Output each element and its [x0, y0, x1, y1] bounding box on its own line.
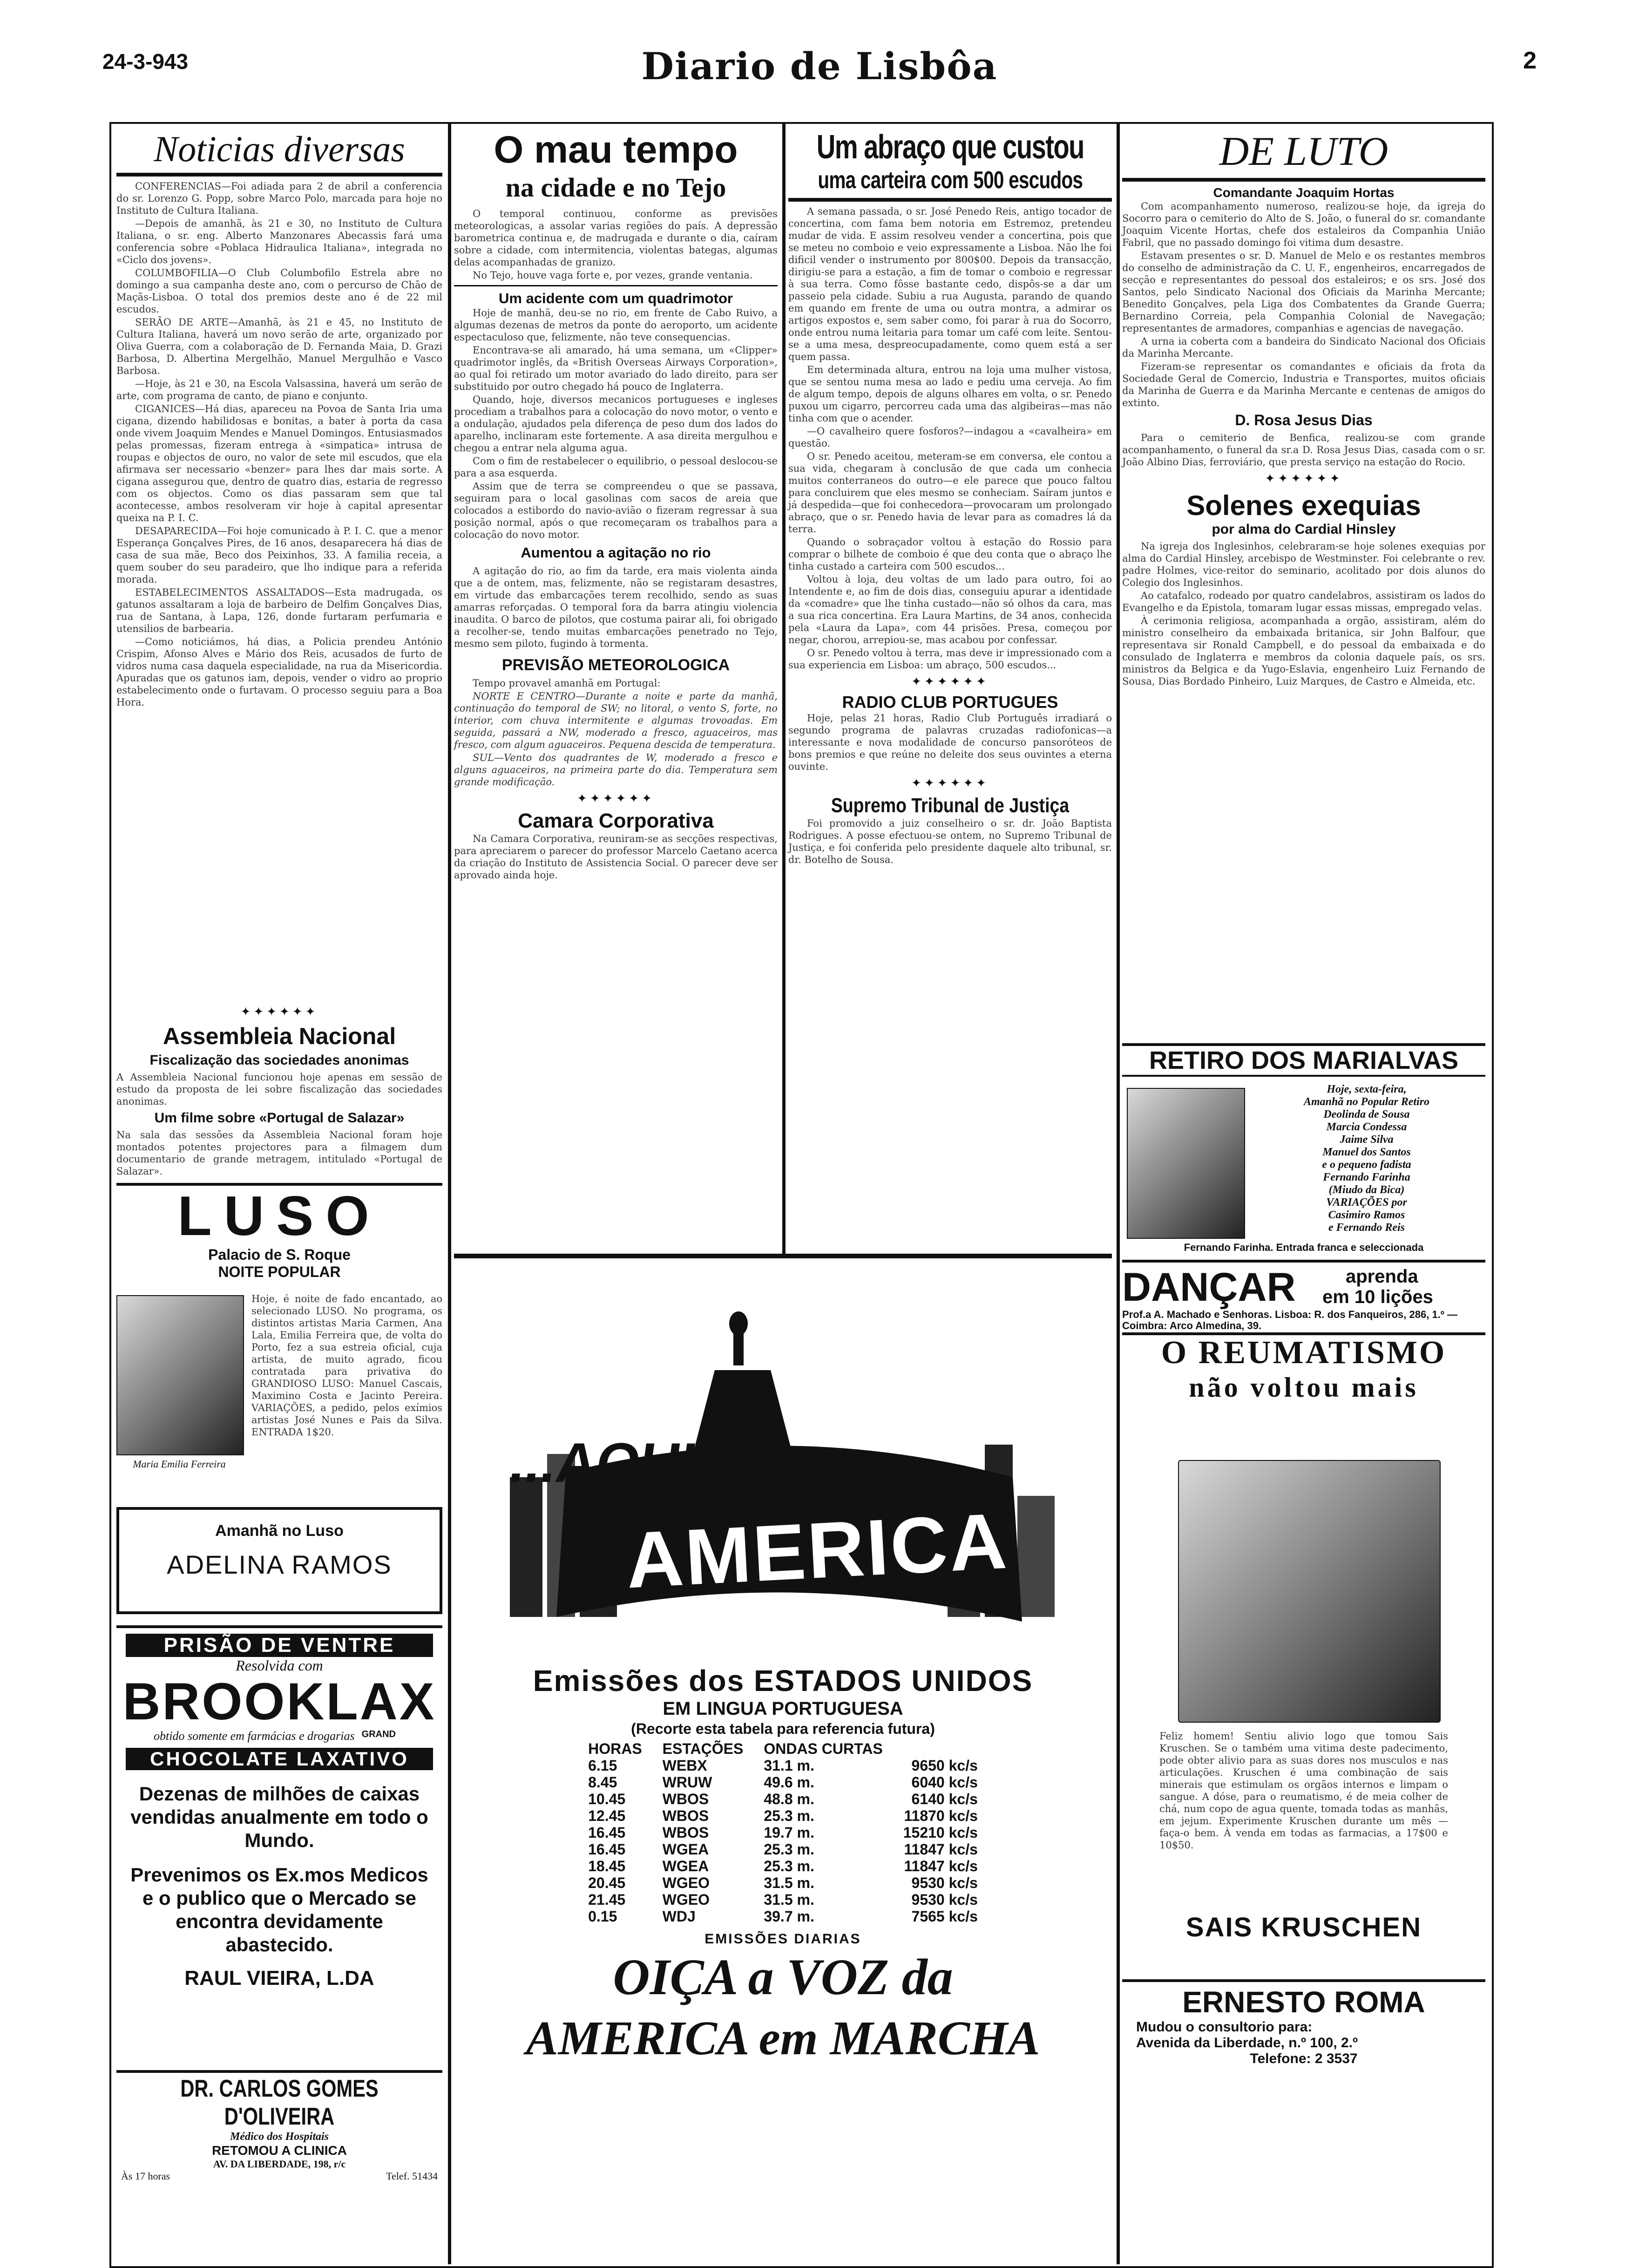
- doctor-footer: [116, 2170, 442, 2182]
- lineup-line: Casimiro Ramos: [1328, 1209, 1405, 1221]
- cell-freq: 9650 kc/s: [911, 1757, 978, 1774]
- roma-line2: Avenida da Liberdade, n.º 100, 2.º: [1136, 2035, 1358, 2051]
- doctor-phone: Telef. 51434: [386, 2170, 438, 2182]
- table-row: [578, 1791, 988, 1807]
- header-estacoes: ESTAÇÕES: [662, 1740, 744, 1757]
- cell-estacao: WGEO: [662, 1874, 710, 1891]
- daily-line: EMISSÕES DIARIAS: [704, 1931, 861, 1947]
- tribunal-heading: Supremo Tribunal de Justiça: [831, 794, 1070, 817]
- brooklax-resolved: Resolvida com: [236, 1657, 323, 1674]
- radio-heading: RADIO CLUB PORTUGUES: [842, 693, 1058, 712]
- table-row: [578, 1841, 988, 1858]
- cell-estacao: WGEO: [662, 1891, 710, 1908]
- emissoes-line: Emissões dos ESTADOS UNIDOS: [533, 1664, 1033, 1698]
- paragraph: —Hoje, às 21 e 30, na Escola Valsassina, haverá um serão de arte, com programa de canto, de piano e conjunto.: [116, 378, 442, 401]
- paragraph: Quando o sobraçador voltou à estação do Rossio para comprar o bilhete de comboio é que deu conta que o abraço lhe tinha custado a carteira com 500 escudos...: [788, 536, 1112, 572]
- table-row: [578, 1807, 988, 1824]
- singer-photo: [116, 1295, 244, 1455]
- lineup-line: Marcia Condessa: [1326, 1121, 1407, 1133]
- column-rule: [782, 122, 786, 1254]
- cell-freq: 6040 kc/s: [911, 1774, 978, 1791]
- table-row: [578, 1774, 988, 1791]
- cell-freq: 7565 kc/s: [911, 1908, 978, 1925]
- cell-estacao: WBOS: [662, 1791, 709, 1807]
- brooklax-seller: RAUL VIEIRA, L.DA: [184, 1967, 374, 1990]
- acidente-heading: Um acidente com um quadrimotor: [499, 290, 733, 306]
- luso-text: Hoje, é noite de fado encantado, ao selecionado LUSO. No programa, os distintos artistas Maria Carmen, Ana Lala, Emilia Ferreira que, de volta do Porto, fez a sua estreia oficial, cuja artista, de muito agrado, ficou contratada para privativa do GRANDIOSO LUSO: Manuel Cascais, Maximino Costa e Jacinto Pereira. VARIAÇÕES, a pedido, pelos exímios artistas José Nunes e Pais da Silva. ENTRADA 1$20.: [251, 1293, 442, 1438]
- brooklax-brand: BROOKLAX: [122, 1672, 436, 1731]
- dancar-word: DANÇAR: [1122, 1265, 1296, 1310]
- column-rule: [1117, 122, 1120, 2264]
- mau-tempo-heading: O mau tempo: [494, 129, 738, 171]
- issue-date: 24-3-943: [102, 49, 189, 74]
- paragraph: CIGANICES—Há dias, apareceu na Povoa de Santa Iria uma cigana, dizendo habilidosas e bonitas, a bater à porta da casa onde vivem Joaquim Mendes e Manuel Domingos. Entusiasmados pelas promessas, fizeram entrega à «simpatica» intrusa de roupas e objectos de ouro, no valor de sete mil escudos, que ela afirmava ser necessario «benzer» para lhes dar mais sorte. A cigana assegurou que, dentro de quatro dias, estaria de regresso com os objectos. Como os dias passaram sem que tal acontecesse, ambos resolveram vir hoje à capital apresentar queixa na P. I. C.: [116, 403, 442, 523]
- cell-onda: 25.3 m.: [764, 1858, 814, 1874]
- cell-onda: 25.3 m.: [764, 1841, 814, 1858]
- brooklax-obtained-row: [116, 1729, 442, 1748]
- abraco-subheading: uma carteira com 500 escudos: [818, 167, 1083, 194]
- dancar-aprenda: aprenda: [1346, 1266, 1418, 1287]
- divider: [788, 198, 1112, 202]
- dancar-licoes: em 10 lições: [1322, 1287, 1433, 1307]
- luso-venue: Palacio de S. Roque: [208, 1246, 351, 1263]
- aqui-text: ...AQUI: [505, 1432, 701, 1494]
- lineup-line: Jaime Silva: [1340, 1134, 1394, 1146]
- cell-onda: 48.8 m.: [764, 1791, 814, 1807]
- cell-freq: 9530 kc/s: [911, 1891, 978, 1908]
- abraco-column: [788, 128, 1112, 1246]
- de-luto-heading: DE LUTO: [1219, 129, 1388, 174]
- table-row: [578, 1858, 988, 1874]
- paragraph: DESAPARECIDA—Foi hoje comunicado à P. I. C. que a menor Esperança Gonçalves Pires, de 16 anos, desaparecera há dias de casa de sua mãe, Beco dos Peixinhos, 33. A familia receia, a quem souber do seu paradeiro, que lho indique para a referida morada.: [116, 525, 442, 585]
- divider: ✦✦✦✦✦✦: [1265, 472, 1343, 486]
- cell-estacao: WDJ: [662, 1908, 696, 1925]
- cell-onda: 31.5 m.: [764, 1891, 814, 1908]
- paragraph: Hoje de manhã, deu-se no rio, em frente de Cabo Ruivo, a algumas dezenas de metros da ponte do aeroporto, um acidente espectaculoso que, felizmente, não teve consequencias.: [454, 307, 778, 343]
- paragraph: Assim que de terra se compreendeu o que se passava, seguiram para o local gasolinas com sacos de areia que colocados a estibordo do navio-avião o fizeram regressar à sua posição normal, após o que recomeçaram os trabalhos para a colocação do novo motor.: [454, 481, 778, 540]
- cell-estacao: WBOS: [662, 1807, 709, 1824]
- retiro-lineup: [1253, 1083, 1481, 1234]
- paragraph: Na igreja dos Inglesinhos, celebraram-se hoje solenes exequias por alma do Cardial Hinsley, arcebispo de Westminster. Foi celebrante o rev. padre Holmes, vice-reitor do seminario, acolitado por dois alunos do Colegio dos Inglesinhos.: [1122, 541, 1485, 588]
- lineup-line: e o pequeno fadista: [1322, 1159, 1411, 1171]
- divider: [1122, 178, 1485, 182]
- exequias-heading: Solenes exequias: [1186, 490, 1421, 521]
- cell-onda: 19.7 m.: [764, 1824, 814, 1841]
- filme-subhead: Um filme sobre «Portugal de Salazar»: [154, 1110, 405, 1126]
- paragraph: Para o cemiterio de Benfica, realizou-se com grande acompanhamento, o funeral da sr.a D. Rosa Jesus Dias, casada com o sr. João Albino Dias, ferroviário, que presta serviço na estação do Rocio.: [1122, 432, 1485, 468]
- cell-hora: 12.45: [588, 1807, 626, 1824]
- brooklax-claim: Dezenas de milhões de caixas vendidas anualmente em todo o Mundo.: [130, 1783, 428, 1851]
- divider: [116, 173, 442, 177]
- divider: ✦✦✦✦✦✦: [577, 792, 655, 806]
- column-rule: [448, 122, 451, 2264]
- paragraph: NORTE E CENTRO—Durante a noite e parte da manhã, continuação do temporal de SW; no litoral, o vento S, forte, no interior, com chuva intermitente e algumas trovoadas. Em seguida, passará a NW, moderado a fresco, aguaceiros, mas fresco, com algum aguaceiros. Pequena descida de temperatura.: [454, 691, 778, 750]
- cell-hora: 16.45: [588, 1824, 626, 1841]
- hortas-heading: Comandante Joaquim Hortas: [1213, 185, 1395, 200]
- retiro-caption: Fernando Farinha. Entrada franca e seleccionada: [1184, 1242, 1424, 1253]
- cell-estacao: WGEA: [662, 1841, 709, 1858]
- paragraph: Tempo provavel amanhã em Portugal:: [473, 678, 661, 689]
- brooklax-chocolate: CHOCOLATE LAXATIVO: [126, 1748, 433, 1770]
- lineup-line: Deolinda de Sousa: [1323, 1108, 1410, 1120]
- divider: ✦✦✦✦✦✦: [911, 675, 989, 689]
- paragraph: O temporal continuou, conforme as previsões meteorologicas, a assolar varias regiões do país. A depressão barometrica continua e, de madrugada e durante o dia, caíram sobre a cidade, com intermitencia, violentas bategas, algumas delas acompanhadas de granizo.: [454, 208, 778, 268]
- cell-onda: 39.7 m.: [764, 1908, 814, 1925]
- cell-freq: 6140 kc/s: [911, 1791, 978, 1807]
- paragraph: Voltou à loja, deu voltas de um lado para outro, foi ao Intendente e, ao fim de dois dias, conseguiu apurar a identidade da «comadre» que lhe tinha custado—não só olhos da cara, mas a sua rica concertina. Era Laura Martins, de 34 anos, conhecida pela «Laura da Lapa», com 44 prisões. Presa, começou por negar, chorou, arrepiou-se, mas acabou por confessar.: [788, 574, 1112, 645]
- paragraph: A semana passada, o sr. José Penedo Reis, antigo tocador de concertina, com fama bem notoria em Estremoz, pretendeu mudar de vida. E assim resolveu vender a concertina, pois que se meteu no comboio e veio expressamente a Lisboa. Não lhe foi dificil vender o instrumento por 800$00. Depois da transacção, dirigiu-se para a estação, a fim de tomar o comboio e regressar à sua terra. Como fôsse bastante cedo, dispôs-se a dar um passeio pela cidade. Subiu a rua Augusta, parando de quando em quando em frente de uma ou outra montra, a admirar os artigos expostos e, sem saber como, foi parar à rua do Socorro, onde entrou numa leitaria para tomar um café com leite. Sentou-se a uma mesa, despreocupadamente, como quem está a ser quem passa.: [788, 206, 1112, 362]
- roma-phone: Telefone: 2 3537: [1250, 2051, 1358, 2066]
- reumatismo-subtitle: não voltou mais: [1189, 1372, 1419, 1403]
- america-ad: [454, 1254, 1112, 2101]
- kruschen-brand: SAIS KRUSCHEN: [1185, 1912, 1422, 1942]
- table-row: [578, 1874, 988, 1891]
- camara-heading: Camara Corporativa: [518, 809, 714, 832]
- paragraph: Fizeram-se representar os comandantes e oficiais da frota da Sociedade Geral de Comercio, Industria e Transportes, muitos oficiais da Marinha de Guerra e da Marinha Mercante e centenas de amigos do extinto.: [1122, 361, 1485, 408]
- banner-name: ADELINA RAMOS: [167, 1550, 392, 1579]
- header-freq: [893, 1740, 988, 1757]
- paragraph: À cerimonia religiosa, acompanhada a orgão, assistiram, além do ministro conselheiro da embaixada britanica, sir John Balfour, que representava sir Ronald Campbell, e do pessoal da embaixada e do consulado de Inglaterra e membros da colonia daquele país, os srs. ministros da Belgica e da Yugo-Eslavia, engenheiro Luiz Fernando de Sousa, Dias Bordado Pinheiro, Luiz Marques, de Castro e Almeida, etc.: [1122, 615, 1485, 687]
- cell-onda: 25.3 m.: [764, 1807, 814, 1824]
- banner-caption: Amanhã no Luso: [215, 1522, 344, 1540]
- paragraph: Estavam presentes o sr. D. Manuel de Melo e os restantes membros do conselho de administração da C. U. F., engenheiros, encarregados de secção e representantes do pessoal dos estaleiros; e os srs. José dos Santos, pelo Sindicato Nacional dos Oficiais da Marinha Mercante; Benedito Gonçalves, pela Liga dos Combatentes da Grande Guerra; Bernardino Correia, pela Companhia Colonial de Navegação; representantes de armadores, companhias e agencias de navegação.: [1122, 250, 1485, 334]
- photo-caption: Maria Emilia Ferreira: [133, 1458, 226, 1470]
- paragraph: Foi promovido a juiz conselheiro o sr. dr. João Baptista Rodrigues. A posse efectuou-se ontem, no Supremo Tribunal de Justiça, e foi conferida pelo presidente daquele alto tribunal, sr. dr. Botelho de Sousa.: [788, 818, 1112, 865]
- retiro-title: RETIRO DOS MARIALVAS: [1122, 1046, 1485, 1077]
- table-header-row: [578, 1740, 988, 1757]
- table-row: [578, 1891, 988, 1908]
- doctor-hours: Às 17 horas: [121, 2170, 170, 2182]
- cell-hora: 10.45: [588, 1791, 626, 1807]
- luso-ad: [116, 1183, 442, 1628]
- noticias-column: [116, 128, 442, 1013]
- lineup-line: (Miudo da Bica): [1328, 1184, 1405, 1196]
- roma-ad: [1122, 1979, 1485, 2112]
- paragraph: SERÃO DE ARTE—Amanhã, às 21 e 45, no Instituto de Cultura Italiana, haverá um novo serão de arte, organizado por Oliva Guerra, com a colaboração de D. Fernanda Maia, D. Grazi Barbosa, D. Albertina Mergelhão, Manuel Mergulhão e Vasco Barbosa.: [116, 317, 442, 376]
- cell-hora: 16.45: [588, 1841, 626, 1858]
- recorte-line: (Recorte esta tabela para referencia futura): [631, 1720, 935, 1737]
- cell-hora: 18.45: [588, 1858, 626, 1874]
- paragraph: O sr. Penedo aceitou, meteram-se em conversa, ele contou a sua vida, chegaram à conclusão de que cada um conhecia muitos conterraneos do outro—e ele parece que pouco faltou para concluirem que eles mesmo se conheciam. Saíram juntos e já despedida—que foi conhecedora—provocaram um prolongado abraço, que o sr. Penedo havia de levar para as comadres lá da terra.: [788, 451, 1112, 535]
- table-row: [578, 1908, 988, 1925]
- doctor-ad: [116, 2070, 442, 2182]
- america-word: AMERICA: [623, 1496, 1011, 1605]
- cell-hora: 0.15: [588, 1908, 617, 1925]
- paragraph: Com o fim de restabelecer o equilibrio, o pessoal deslocou-se para a asa esquerda.: [454, 455, 778, 479]
- cell-onda: 31.1 m.: [764, 1757, 814, 1774]
- schedule-rows: [578, 1757, 988, 1925]
- lineup-line: Manuel dos Santos: [1322, 1146, 1411, 1158]
- newspaper-title: Diario de Lisbôa: [641, 44, 998, 88]
- cell-hora: 21.45: [588, 1891, 626, 1908]
- paragraph: Hoje, pelas 21 horas, Radio Club Português irradiará o segundo programa de palavras cruzadas radiofonicas—a interessante e nova modalidade de concurso pansoróteos de bons premios e que reúne no deleite dos seus ouvintes a eterna ouvinte.: [788, 713, 1112, 772]
- assembleia-text: A Assembleia Nacional funcionou hoje apenas em sessão de estudo da proposta de lei sobre fiscalização das sociedades anonimas.: [116, 1072, 442, 1107]
- paragraph: A urna ia coberta com a bandeira do Sindicato Nacional dos Oficiais da Marinha Mercante.: [1122, 336, 1485, 359]
- cell-freq: 15210 kc/s: [903, 1824, 978, 1841]
- cell-onda: 49.6 m.: [764, 1774, 814, 1791]
- cell-hora: 20.45: [588, 1874, 626, 1891]
- cell-freq: 11847 kc/s: [904, 1841, 978, 1858]
- paragraph: No Tejo, houve vaga forte e, por vezes, grande ventania.: [473, 270, 753, 281]
- cell-freq: 11847 kc/s: [904, 1858, 978, 1874]
- divider: [454, 285, 778, 286]
- reumatismo-title: O REUMATISMO: [1161, 1335, 1447, 1371]
- lineup-line: Amanhã no Popular Retiro: [1303, 1096, 1430, 1108]
- lineup-line: Fernando Farinha: [1323, 1171, 1410, 1183]
- masthead: [102, 44, 1537, 95]
- brooklax-grand: GRAND: [361, 1729, 396, 1739]
- noticias-text: [116, 180, 442, 708]
- paragraph: —O cavalheiro quere fosforos?—indagou a «cavalheira» em questão.: [788, 426, 1112, 449]
- paragraph: Com acompanhamento numeroso, realizou-se hoje, da igreja do Socorro para o cemiterio do Alto de S. João, o funeral do sr. comandante Joaquim Vicente Hortas, chefe dos estaleiros da Companhia União Fabril, que no passado domingo foi vitima dum desastre.: [1122, 201, 1485, 248]
- lineup-line: Hoje, sexta-feira,: [1327, 1083, 1407, 1095]
- divider: ✦✦✦✦✦✦: [240, 1005, 318, 1019]
- agitacao-heading: Aumentou a agitação no rio: [521, 544, 711, 561]
- paragraph: —Depois de amanhã, às 21 e 30, no Instituto de Cultura Italiana, o sr. eng. Alberto Manzonares Abecassis fará uma conferencia sobre «Poblaca Hidraulica Italiana», integrada no «Ciclo dos jovens».: [116, 218, 442, 265]
- brooklax-top: PRISÃO DE VENTRE: [126, 1634, 433, 1657]
- paragraph: SUL—Vento dos quadrantes de W, moderado a fresco e alguns aguaceiros, na primeira parte do dia. Temperatura sem grande modificação.: [454, 752, 778, 788]
- cell-freq: 11870 kc/s: [904, 1807, 978, 1824]
- doctor-name: DR. CARLOS GOMES D'OLIVEIRA: [180, 2075, 379, 2130]
- table-row: [578, 1757, 988, 1774]
- exequias-subheading: por alma do Cardial Hinsley: [1212, 522, 1396, 537]
- header-ondas: ONDAS CURTAS: [764, 1740, 883, 1757]
- cell-hora: 8.45: [588, 1774, 617, 1791]
- header-horas: HORAS: [588, 1740, 642, 1757]
- kruschen-text: Feliz homem! Sentiu alivio logo que tomou Sais Kruschen. Se o também uma vitima deste padecimento, pode obter alivio para as suas dores nos musculos e nas articulações. Kruschen é uma combinação de sais minerais que estimulam os orgãos internos e limpam o sangue. A dóse, para o reumatismo, é de meia colher de chá, num copo de agua quente, tomada todas as manhãs, em jejum. Experimente Kruschen durante um mês — faça-o bem. À venda em todas as farmacias, a 17$00 e 10$50.: [1159, 1731, 1448, 1851]
- schedule-table: [578, 1740, 988, 1925]
- happy-man-photo: [1178, 1460, 1441, 1723]
- fadista-photo: [1127, 1088, 1245, 1239]
- previsao-heading: PREVISÃO METEOROLOGICA: [501, 656, 730, 674]
- filme-text: Na sala das sessões da Assembleia Nacional foram hoje montados potentes projectores para a filmagem dum documentario de grande metragem, intitulado «Portugal de Salazar».: [116, 1129, 442, 1177]
- lingua-line: EM LINGUA PORTUGUESA: [663, 1698, 903, 1719]
- schedule-table-wrap: [454, 1740, 1112, 1925]
- brooklax-ad: [116, 1625, 442, 2075]
- assembleia-subhead: Fiscalização das sociedades anonimas: [149, 1053, 409, 1068]
- cell-estacao: WBOS: [662, 1824, 709, 1841]
- roma-line1: Mudou o consultorio para:: [1136, 2019, 1313, 2035]
- paragraph: COLUMBOFILIA—O Club Columbofilo Estrela abre no domingo a sua campanha deste ano, com o percurso de Chão de Maçãs-Lisboa. O total dos premios deste ano é de 22 mil escudos.: [116, 267, 442, 315]
- cell-estacao: WRUW: [662, 1774, 712, 1791]
- paragraph: Quando, hoje, diversos mecanicos portugueses e ingleses procediam a trabalhos para a colocação do novo motor, o vento e a ondulação, ajudados pela diferença de peso dum dos lados do aparelho, inclinaram este fortemente. A asa direita mergulhou e chegou a entrar nela alguma agua.: [454, 394, 778, 454]
- paragraph: ESTABELECIMENTOS ASSALTADOS—Esta madrugada, os gatunos assaltaram a loja de barbeiro de Delfim Gonçalves Dias, rua de Santana, à Lapa, 126, donde furtaram perfumaria e utensilios de barbearia.: [116, 587, 442, 634]
- cell-onda: 31.5 m.: [764, 1874, 814, 1891]
- paragraph: Em determinada altura, entrou na loja uma mulher vistosa, que se sentou numa mesa ao lado e pediu uma cerveja. Ao fim de algum tempo, depois de alguns olhares em volta, o sr. Penedo puxou um cigarro, percorreu cada uma das algibeiras—mas não tinha com que o acender.: [788, 364, 1112, 424]
- lineup-line: VARIAÇÕES por: [1326, 1196, 1407, 1209]
- dancar-address: Prof.a A. Machado e Senhoras. Lisboa: R. dos Fanqueiros, 286, 1.º — Coimbra: Arco Almedina, 39.: [1122, 1309, 1457, 1331]
- doctor-notice: RETOMOU A CLINICA: [212, 2143, 347, 2158]
- noticias-heading: Noticias diversas: [154, 129, 405, 169]
- paragraph: Ao catafalco, rodeado por quatro candelabros, assistiram os lados do Evangelho e da Epistola, tomaram lugar essas missas, empregado velas.: [1122, 590, 1485, 613]
- cell-estacao: WEBX: [662, 1757, 707, 1774]
- cell-freq: 9530 kc/s: [911, 1874, 978, 1891]
- brooklax-obtained: obtido somente em farmácias e drogarias: [154, 1729, 355, 1743]
- assembleia-article: [116, 1001, 442, 1185]
- de-luto-column: [1122, 128, 1485, 1083]
- assembleia-title: Assembleia Nacional: [163, 1023, 396, 1049]
- table-row: [578, 1824, 988, 1841]
- divider: ✦✦✦✦✦✦: [911, 776, 989, 790]
- brooklax-advice: Prevenimos os Ex.mos Medicos e o publico que o Mercado se encontra devidamente abastecido.: [130, 1864, 428, 1956]
- retiro-ad: [1122, 1043, 1485, 1260]
- doctor-role: Médico dos Hospitais: [230, 2131, 329, 2143]
- luso-event: NOITE POPULAR: [218, 1263, 341, 1280]
- paragraph: Na Camara Corporativa, reuniram-se as secções respectivas, para apreciarem o parecer do professor Marcelo Caetano acerca da criação do Instituto de Assistencia Social. O parecer deve ser aprovado ainda hoje.: [454, 833, 778, 881]
- oica-line: OIÇA a VOZ da: [613, 1949, 953, 2005]
- paragraph: —Como noticiámos, há dias, a Policia prendeu António Crispim, Afonso Alves e Mário dos Reis, acusados de furto de vidros numa casa daquela especialidade, na rua da Misericordia. Apuradas que os gatunos iam, depois, vender o vidro ao proprio estabelecimento onde o furtavam. O processo seguiu para a Boa Hora.: [116, 636, 442, 708]
- paragraph: CONFERENCIAS—Foi adiada para 2 de abril a conferencia do sr. Lorenzo G. Popp, sobre Marco Polo, marcada para hoje no Instituto de Cultura Italiana.: [116, 181, 442, 216]
- marcha-line: AMERICA em MARCHA: [526, 2011, 1040, 2065]
- paragraph: Encontrava-se ali amarado, há uma semana, um «Clipper» quadrimotor inglês, da «British Overseas Airways Corporation», ao qual foi retirado um motor avariado do lado direito, para ser substituido por outro chegado há pouco de Inglaterra.: [454, 345, 778, 392]
- roma-name: ERNESTO ROMA: [1182, 1985, 1425, 2019]
- cell-hora: 6.15: [588, 1757, 617, 1774]
- abraco-heading: Um abraço que custou: [816, 129, 1084, 166]
- doctor-address: AV. DA LIBERDADE, 198, r/c: [213, 2158, 346, 2170]
- kruschen-ad: [1122, 1334, 1485, 1986]
- dancar-ad: [1122, 1260, 1485, 1335]
- luso-title: LUSO: [177, 1185, 381, 1247]
- page-number: 2: [1523, 47, 1537, 74]
- rosa-heading: D. Rosa Jesus Dias: [1235, 412, 1373, 428]
- cell-estacao: WGEA: [662, 1858, 709, 1874]
- mau-tempo-column: [454, 128, 778, 1246]
- mau-tempo-subheading: na cidade e no Tejo: [505, 172, 726, 203]
- paragraph: O sr. Penedo voltou à terra, mas deve ir impressionado com a sua experiencia em Lisboa: um abraço, 500 escudos...: [788, 647, 1112, 671]
- lineup-line: e Fernando Reis: [1328, 1222, 1405, 1234]
- paragraph: A agitação do rio, ao fim da tarde, era mais violenta ainda que a de ontem, mas, felizmente, não se registaram desastres, em virtude das embarcações terem recolhido, sendo as suas amarras reforçadas. O temporal fora da barra atingiu violencia inaudita. O barco de pilotos, que costuma pairar ali, foi obrigado a recolher-se, tendo muitas embarcações penetrado no Tejo, mesmo sem piloto, fugindo à tormenta.: [454, 565, 778, 649]
- adelina-banner: [116, 1507, 442, 1614]
